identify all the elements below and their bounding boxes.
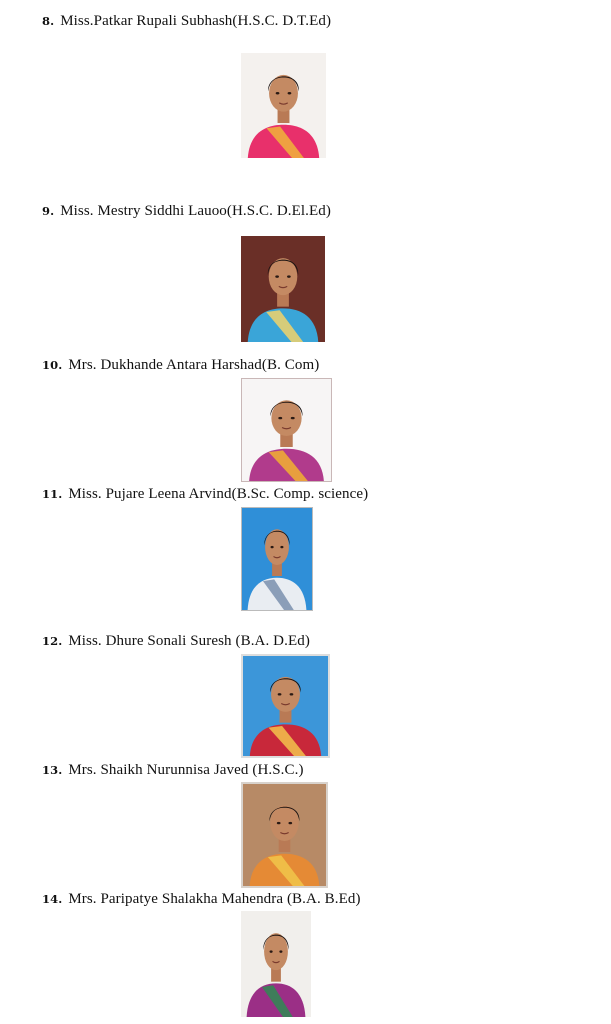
- staff-photo: [241, 53, 326, 158]
- entry-number: 12.: [42, 634, 63, 648]
- entry-number: 10.: [42, 358, 63, 372]
- staff-name: Mrs. Dukhande Antara Harshad(B. Com): [68, 357, 320, 373]
- staff-photo: [241, 507, 313, 611]
- staff-name: Miss. Mestry Siddhi Lauoo(H.S.C. D.El.Ed): [60, 203, 331, 219]
- staff-entry-label: [42, 891, 361, 908]
- staff-entry-label: [42, 486, 368, 503]
- staff-name: Mrs. Shaikh Nurunnisa Javed (H.S.C.): [68, 762, 304, 778]
- entry-number: 8.: [42, 14, 55, 28]
- staff-name: Mrs. Paripatye Shalakha Mahendra (B.A. B.Ed): [68, 891, 361, 907]
- staff-entry-label: [42, 762, 304, 779]
- staff-entry-label: [42, 357, 319, 374]
- entry-number: 13.: [42, 763, 63, 777]
- entry-number: 11.: [42, 487, 63, 501]
- staff-entry-label: [42, 13, 331, 30]
- staff-name: Miss. Dhure Sonali Suresh (B.A. D.Ed): [68, 633, 310, 649]
- staff-entry-label: [42, 633, 310, 650]
- staff-name: Miss.Patkar Rupali Subhash(H.S.C. D.T.Ed): [60, 13, 332, 29]
- staff-photo: [241, 236, 325, 342]
- entry-number: 9.: [42, 204, 55, 218]
- staff-photo: [241, 911, 311, 1017]
- staff-photo: [241, 378, 332, 482]
- staff-entry-label: [42, 203, 331, 220]
- staff-name: Miss. Pujare Leena Arvind(B.Sc. Comp. science): [68, 486, 369, 502]
- entry-number: 14.: [42, 892, 63, 906]
- staff-photo: [241, 654, 330, 758]
- staff-photo: [241, 782, 328, 888]
